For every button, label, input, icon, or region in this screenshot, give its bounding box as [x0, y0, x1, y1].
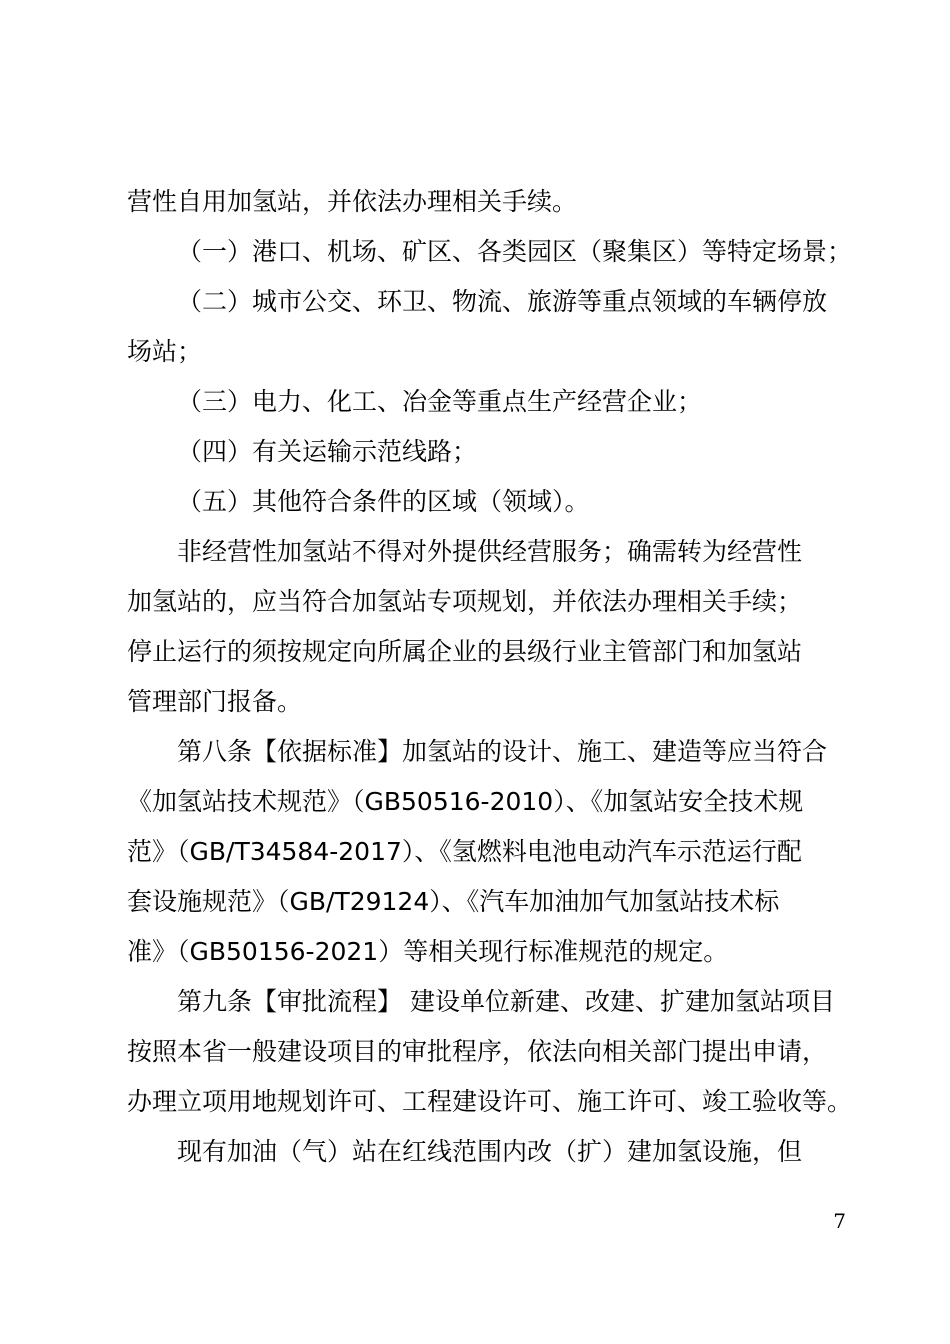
text-line: 营性自用加氢站，并依法办理相关手续。	[127, 187, 578, 216]
text-line: 按照本省一般建设项目的审批程序，依法向相关部门提出申请，	[127, 1037, 828, 1066]
text-line: （二）城市公交、环卫、物流、旅游等重点领域的车辆停放	[177, 287, 828, 316]
text-line: （四）有关运输示范线路；	[177, 437, 478, 466]
text-line: 停止运行的须按规定向所属企业的县级行业主管部门和加氢站	[127, 637, 803, 666]
text-line: 管理部门报备。	[127, 687, 303, 716]
text-line: 套设施规范》（GB/T29124）、《汽车加油加气加氢站技术标	[127, 887, 780, 916]
text-line: 场站；	[127, 337, 203, 366]
text-line: 准》（GB50156-2021）等相关现行标准规范的规定。	[127, 937, 729, 966]
text-line: （一）港口、机场、矿区、各类园区（聚集区）等特定场景；	[177, 237, 853, 266]
text-line: 现有加油（气）站在红线范围内改（扩）建加氢设施，但	[177, 1137, 803, 1166]
text-line: 第八条【依据标准】加氢站的设计、施工、建造等应当符合	[177, 737, 828, 766]
text-line: 非经营性加氢站不得对外提供经营服务；确需转为经营性	[177, 537, 803, 566]
text-line: 加氢站的，应当符合加氢站专项规划，并依法办理相关手续；	[127, 587, 803, 616]
text-line: 第九条【审批流程】 建设单位新建、改建、扩建加氢站项目	[177, 987, 835, 1016]
text-line: 办理立项用地规划许可、工程建设许可、施工许可、竣工验收等。	[127, 1087, 853, 1116]
page-number: 7	[833, 1209, 846, 1233]
text-line: （五）其他符合条件的区域（领域）。	[177, 487, 590, 516]
text-line: 范》（GB/T34584-2017）、《氢燃料电池电动汽车示范运行配	[127, 837, 802, 866]
text-line: （三）电力、化工、冶金等重点生产经营企业；	[177, 387, 703, 416]
text-line: 《加氢站技术规范》（GB50516-2010）、《加氢站安全技术规	[127, 787, 804, 816]
